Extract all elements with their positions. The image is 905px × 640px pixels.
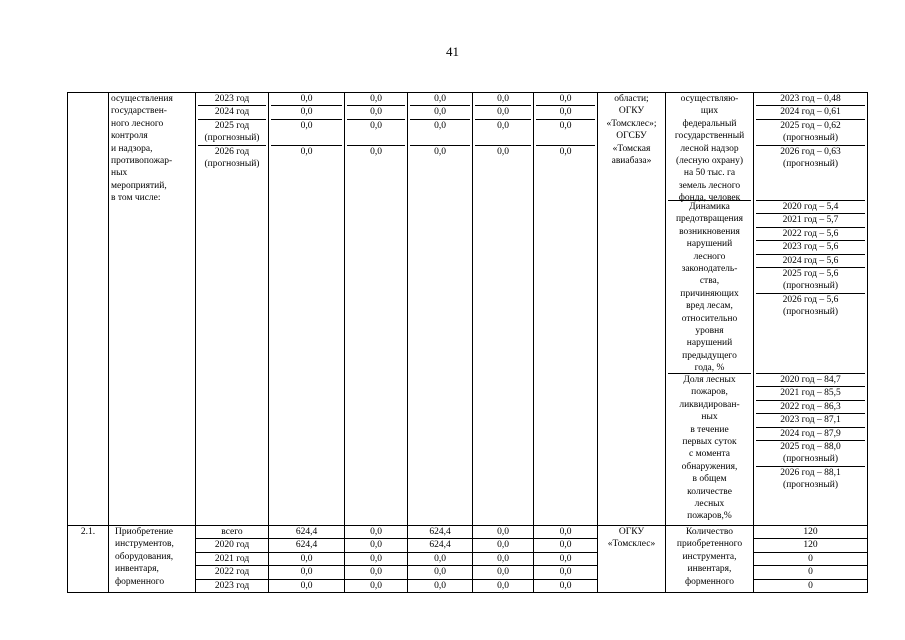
value-cell: 0,0 bbox=[473, 526, 534, 539]
value-entry: 0,0 bbox=[271, 119, 342, 145]
target-text: 2023 год – 5,6 bbox=[782, 242, 839, 253]
target-entry bbox=[756, 119, 865, 145]
target-value-cell: 120 bbox=[754, 539, 868, 552]
value-cell: 0,0 bbox=[473, 579, 534, 592]
target-note: (прогнозный) bbox=[783, 159, 838, 170]
target-entry bbox=[756, 293, 865, 319]
year-entry bbox=[198, 105, 266, 118]
block1-row bbox=[68, 93, 868, 526]
value-entry: 0,0 bbox=[300, 94, 313, 104]
event-name-line: осуществления bbox=[111, 94, 173, 104]
event-name-line: инвентаря, bbox=[115, 564, 159, 575]
executor-line: «Томсклес»; bbox=[606, 118, 657, 129]
indicator-name-line: лесной надзор bbox=[680, 143, 739, 154]
year-stack bbox=[198, 93, 266, 170]
indicator-name bbox=[666, 526, 754, 593]
target-entry bbox=[756, 267, 865, 293]
target-text: 2026 год – 88,1 bbox=[780, 467, 841, 478]
indicator-name-line: вред лесам, bbox=[686, 301, 733, 312]
indicator-name-line: щих bbox=[700, 106, 719, 117]
target-value-cell: 120 bbox=[754, 526, 868, 539]
indicator-name-line: нарушений bbox=[686, 338, 733, 349]
value-stack bbox=[475, 93, 531, 170]
value-entry: 0,0 bbox=[271, 105, 342, 118]
value-entry: 0,0 bbox=[434, 94, 446, 104]
target-text: 2024 год – 87,9 bbox=[780, 428, 841, 439]
value-entry: 0,0 bbox=[410, 119, 470, 145]
indicator-name-line: ных bbox=[701, 412, 718, 423]
target-note: (прогнозный) bbox=[783, 307, 838, 318]
target-value-cell: 0 bbox=[754, 566, 868, 579]
year-label: 2025 год bbox=[214, 120, 250, 131]
event-name-line: оборудования, bbox=[115, 551, 174, 562]
target-value-cell: 0 bbox=[754, 552, 868, 565]
indicator-name-line: возникновения bbox=[679, 226, 740, 237]
target-text: 2021 год – 85,5 bbox=[780, 388, 841, 399]
value-cell: 0,0 bbox=[534, 552, 598, 565]
indicator-name-line: земель лесного bbox=[678, 180, 741, 191]
target-entry bbox=[756, 400, 865, 413]
indicator-name-line: предотвращения bbox=[675, 214, 744, 225]
value-cell: 0,0 bbox=[408, 566, 473, 579]
value-cell: 0,0 bbox=[534, 579, 598, 592]
event-name-line: форменного bbox=[115, 576, 165, 587]
target-text: 2025 год – 88,0 bbox=[780, 442, 841, 453]
indicator-name-line: количестве bbox=[687, 486, 732, 497]
target-entry bbox=[756, 466, 865, 492]
target-text: 2020 год – 84,7 bbox=[780, 375, 841, 385]
executor-line: «Томская bbox=[612, 143, 651, 154]
target-text: 2022 год – 86,3 bbox=[780, 401, 841, 412]
executor-line: «Томсклес» bbox=[607, 539, 656, 550]
value-cell: 0,0 bbox=[345, 566, 408, 579]
executor-cell bbox=[598, 93, 666, 526]
indicator-name-line: ликвидирован- bbox=[679, 399, 740, 410]
indicator-name-line: инвентаря, bbox=[687, 564, 732, 575]
target-cell bbox=[754, 93, 868, 526]
indicator-name-line: инструмента, bbox=[682, 551, 737, 562]
value-stack bbox=[347, 93, 405, 170]
indicator-name-line: приобретенного bbox=[676, 539, 743, 550]
indicator-name-line: Количество bbox=[685, 527, 734, 537]
executor-line: ОГСБУ bbox=[616, 131, 647, 142]
value-cell: 624,4 bbox=[408, 526, 473, 539]
year-note: (прогнозный) bbox=[204, 133, 260, 144]
executor-line: области; bbox=[614, 94, 649, 104]
value-cell: 0,0 bbox=[473, 539, 534, 552]
target-text: 2025 год – 5,6 bbox=[782, 269, 839, 280]
value-entry: 0,0 bbox=[536, 119, 595, 145]
indicator-name-line: первых суток bbox=[682, 437, 737, 448]
indicator-name-line: относительно bbox=[681, 313, 738, 324]
indicator-name-line: законодатель- bbox=[681, 264, 738, 275]
target-text: 2026 год – 0,63 bbox=[780, 146, 841, 157]
indicator-name-line: (лесную охрану) bbox=[675, 156, 744, 167]
value-entry: 0,0 bbox=[271, 145, 342, 171]
value-cell: 0,0 bbox=[345, 526, 408, 539]
target-entry bbox=[756, 413, 865, 426]
target-text: 2023 год – 0,48 bbox=[780, 94, 841, 104]
target-note: (прогнозный) bbox=[783, 480, 838, 491]
year-cell: 2023 год bbox=[196, 579, 269, 592]
indicator-targets bbox=[756, 373, 865, 525]
year-label: 2023 год bbox=[214, 94, 250, 104]
indicator-name-line: лесных bbox=[694, 499, 725, 510]
target-entry bbox=[756, 145, 865, 171]
event-name-line: инструментов, bbox=[115, 539, 174, 550]
indicator-name-line: лесного bbox=[693, 251, 726, 262]
value-cell: 0,0 bbox=[473, 552, 534, 565]
event-name-cell bbox=[109, 93, 196, 526]
event-name-line: в том числе: bbox=[111, 193, 161, 204]
indicator-name bbox=[668, 200, 751, 373]
indicator-targets bbox=[756, 93, 865, 200]
indicator-name bbox=[668, 93, 751, 204]
indicator-targets bbox=[756, 200, 865, 373]
program-table bbox=[67, 92, 868, 593]
value-stack bbox=[536, 93, 595, 170]
event-name-cell bbox=[109, 526, 196, 593]
executor-cell bbox=[598, 526, 666, 593]
value-cell: 0,0 bbox=[534, 526, 598, 539]
value-column-2 bbox=[345, 93, 408, 526]
value-entry: 0,0 bbox=[536, 105, 595, 118]
year-cell: 2022 год bbox=[196, 566, 269, 579]
value-cell: 624,4 bbox=[408, 539, 473, 552]
value-entry: 0,0 bbox=[410, 145, 470, 171]
value-cell: 0,0 bbox=[269, 552, 345, 565]
executor-line: ОГКУ bbox=[618, 527, 645, 537]
indicator-name-line: государственный bbox=[674, 131, 745, 142]
year-entry bbox=[198, 93, 266, 105]
value-entry: 0,0 bbox=[347, 145, 405, 171]
indicator-name-line: осуществляю- bbox=[680, 94, 739, 104]
target-text: 2021 год – 5,7 bbox=[782, 215, 839, 226]
year-entry bbox=[198, 145, 266, 171]
target-entry bbox=[756, 105, 865, 118]
value-cell: 624,4 bbox=[269, 526, 345, 539]
value-cell: 624,4 bbox=[269, 539, 345, 552]
indicator-name-line: форменного bbox=[684, 576, 735, 587]
target-entry bbox=[756, 213, 865, 226]
target-text: 2023 год – 87,1 bbox=[780, 415, 841, 426]
event-name-line: контроля bbox=[111, 131, 148, 142]
value-entry: 0,0 bbox=[497, 94, 509, 104]
value-entry: 0,0 bbox=[347, 119, 405, 145]
target-entry bbox=[756, 254, 865, 267]
target-text: 2024 год – 5,6 bbox=[782, 255, 839, 266]
target-note: (прогнозный) bbox=[783, 133, 838, 144]
year-cell: 2021 год bbox=[196, 552, 269, 565]
indicator-name-line: Динамика bbox=[689, 202, 730, 212]
indicator-name-line: предыдущего bbox=[682, 350, 737, 361]
target-note: (прогнозный) bbox=[783, 454, 838, 465]
indicator-name-line: в течение bbox=[690, 424, 729, 435]
target-entry bbox=[756, 93, 865, 105]
event-name-line: ных bbox=[111, 168, 128, 179]
value-entry: 0,0 bbox=[475, 119, 531, 145]
value-entry: 0,0 bbox=[410, 105, 470, 118]
value-column-3 bbox=[408, 93, 473, 526]
indicator-name-line: на 50 тыс. га bbox=[683, 168, 736, 179]
year-cell: всего bbox=[196, 526, 269, 539]
value-entry: 0,0 bbox=[559, 94, 572, 104]
event-name-line: мероприятий, bbox=[111, 180, 167, 191]
indicator-name-line: фонда, человек bbox=[678, 193, 741, 204]
value-column-5 bbox=[534, 93, 598, 526]
indicator-cell bbox=[666, 93, 754, 526]
indicator-name-line: причиняющих bbox=[680, 288, 739, 299]
value-entry: 0,0 bbox=[475, 105, 531, 118]
event-name-line: ного лесного bbox=[111, 118, 164, 129]
target-text: 2024 год – 0,61 bbox=[780, 107, 841, 118]
value-entry: 0,0 bbox=[347, 105, 405, 118]
year-note: (прогнозный) bbox=[204, 159, 260, 170]
indicator-name-line: ства, bbox=[699, 276, 720, 287]
year-cell: 2020 год bbox=[196, 539, 269, 552]
value-entry: 0,0 bbox=[370, 94, 382, 104]
indicator-name-line: пожаров,% bbox=[687, 511, 732, 522]
indicator-name bbox=[668, 373, 751, 525]
value-cell: 0,0 bbox=[345, 579, 408, 592]
target-text: 2022 год – 5,6 bbox=[782, 228, 839, 239]
value-cell: 0,0 bbox=[269, 566, 345, 579]
target-entry bbox=[756, 240, 865, 253]
value-stack bbox=[410, 93, 470, 170]
value-cell: 0,0 bbox=[408, 579, 473, 592]
target-entry bbox=[756, 227, 865, 240]
page-number: 41 bbox=[446, 44, 459, 59]
target-entry bbox=[756, 427, 865, 440]
block2-row bbox=[68, 526, 868, 539]
indicator-name-line: нарушений bbox=[686, 239, 733, 250]
indicator-name-line: в общем bbox=[692, 474, 727, 485]
target-value-cell: 0 bbox=[754, 579, 868, 592]
value-column-4 bbox=[473, 93, 534, 526]
indicator-name-line: уровня bbox=[695, 326, 724, 337]
value-column-1 bbox=[269, 93, 345, 526]
indicator-name-line: с момента bbox=[689, 449, 730, 460]
indicator-name-line: обнаружения, bbox=[681, 461, 738, 472]
indicator-name-line: федеральный bbox=[682, 118, 737, 129]
indicator-name-line: пожаров, bbox=[691, 387, 728, 398]
year-entry bbox=[198, 119, 266, 145]
value-cell: 0,0 bbox=[473, 566, 534, 579]
target-entry bbox=[756, 201, 865, 213]
value-cell: 0,0 bbox=[345, 539, 408, 552]
year-cell bbox=[196, 93, 269, 526]
value-cell: 0,0 bbox=[534, 539, 598, 552]
target-entry bbox=[756, 386, 865, 399]
event-name-line: противопожар- bbox=[111, 156, 173, 167]
value-entry: 0,0 bbox=[536, 145, 595, 171]
indicator-name-line: года, % bbox=[694, 363, 725, 374]
event-name-line: государствен- bbox=[111, 106, 167, 117]
value-cell: 0,0 bbox=[408, 552, 473, 565]
target-note: (прогнозный) bbox=[783, 281, 838, 292]
value-entry: 0,0 bbox=[475, 145, 531, 171]
target-text: 2026 год – 5,6 bbox=[782, 294, 839, 305]
value-cell: 0,0 bbox=[534, 566, 598, 579]
target-text: 2020 год – 5,4 bbox=[782, 202, 839, 212]
item-number-cell bbox=[68, 93, 109, 526]
target-text: 2025 год – 0,62 bbox=[780, 120, 841, 131]
event-name-line: Приобретение bbox=[115, 527, 173, 537]
executor-line: ОГКУ bbox=[618, 106, 645, 117]
executor-line: авиабаза» bbox=[611, 156, 652, 167]
value-cell: 0,0 bbox=[345, 552, 408, 565]
year-label: 2024 год bbox=[214, 107, 250, 118]
value-stack bbox=[271, 93, 342, 170]
target-entry bbox=[756, 440, 865, 466]
item-number-cell: 2.1. bbox=[68, 526, 109, 593]
event-name-line: и надзора, bbox=[111, 143, 153, 154]
indicator-name-line: Доля лесных bbox=[683, 375, 736, 385]
value-cell: 0,0 bbox=[269, 579, 345, 592]
year-label: 2026 год bbox=[214, 146, 250, 157]
target-entry bbox=[756, 374, 865, 386]
